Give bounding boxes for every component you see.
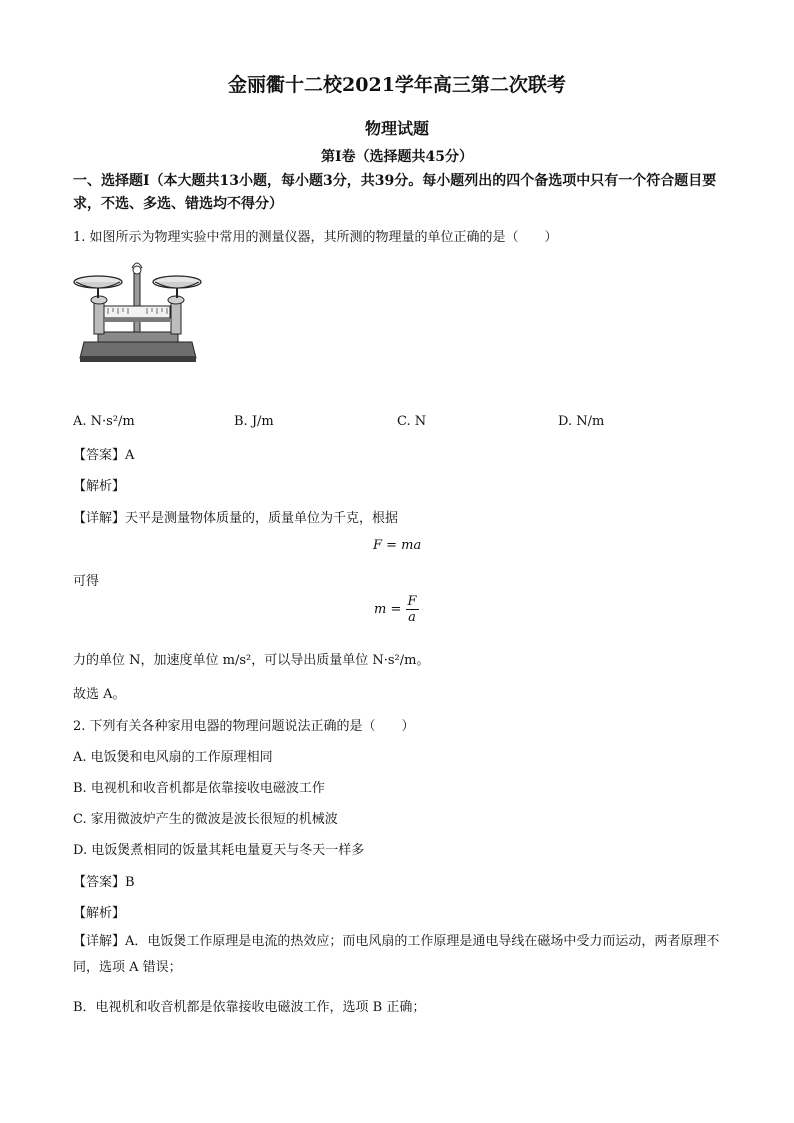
part-heading: 第Ⅰ卷（选择题共45分）: [320, 149, 474, 165]
q1-conclusion: 故选 A。: [73, 687, 126, 702]
equation-newton-second-law: F = ma: [373, 538, 422, 553]
q2-option-d: D. 电饭煲煮相同的饭量其耗电量夏天与冬天一样多: [73, 843, 365, 858]
q2-detail-b: B．电视机和收音机都是依靠接收电磁波工作，选项 B 正确；: [73, 1000, 426, 1015]
q1-option-c: C. N: [397, 414, 427, 429]
q1-stem: 1. 如图所示为物理实验中常用的测量仪器，其所测的物理量的单位正确的是（ ）: [73, 230, 558, 245]
q1-detail: 【详解】天平是测量物体质量的，质量单位为千克，根据: [73, 511, 399, 526]
q2-answer: 【答案】B: [73, 875, 135, 890]
q2-stem: 2. 下列有关各种家用电器的物理问题说法正确的是（ ）: [73, 719, 415, 734]
q1-option-a: A. N·s²/m: [73, 414, 135, 429]
fraction-numerator: F: [407, 594, 417, 609]
q2-option-a: A. 电饭煲和电风扇的工作原理相同: [73, 750, 273, 765]
exam-subtitle: 物理试题: [364, 119, 429, 138]
q1-option-d: D. N/m: [558, 414, 605, 429]
q1-kede: 可得: [73, 574, 100, 589]
q2-analysis-label: 【解析】: [73, 906, 126, 921]
q2-detail-a: 【详解】A．电饭煲工作原理是电流的热效应；而电风扇的工作原理是通电导线在磁场中受力而运动，两者原理不同，选项 A 错误；: [73, 934, 720, 975]
q1-option-b: B. J/m: [234, 414, 274, 429]
fraction-denominator: a: [408, 610, 416, 625]
section-heading: 一、选择题Ⅰ（本大题共13小题，每小题3分，共39分。每小题列出的四个备选项中只有一个符合题目要求，不选、多选、错选均不得分）: [73, 173, 717, 212]
q2-option-b: B. 电视机和收音机都是依靠接收电磁波工作: [73, 781, 325, 796]
equation-mass-left: m =: [374, 602, 402, 617]
equation-mass-fraction: [406, 594, 419, 625]
exam-title: 金丽衢十二校2021学年高三第二次联考: [228, 74, 566, 96]
balance-scale-icon: [70, 258, 205, 366]
q2-option-c: C. 家用微波炉产生的微波是波长很短的机械波: [73, 812, 338, 827]
q1-answer: 【答案】A: [73, 448, 135, 463]
q1-analysis-label: 【解析】: [73, 479, 126, 494]
q1-unit-derivation: 力的单位 N，加速度单位 m/s²，可以导出质量单位 N·s²/m。: [73, 653, 430, 668]
equation-mass: [374, 594, 419, 625]
